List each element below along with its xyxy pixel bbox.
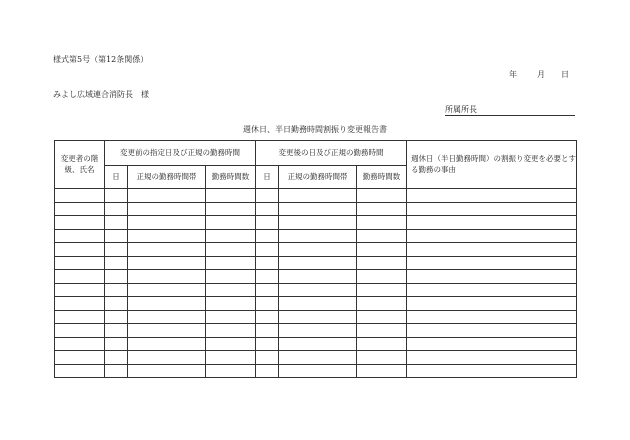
table-cell[interactable] [206, 310, 256, 324]
date-day-label: 日 [561, 70, 569, 79]
table-cell[interactable] [256, 202, 279, 216]
office-chief-label: 所属所長 [445, 105, 477, 114]
table-cell[interactable] [55, 310, 105, 324]
table-cell[interactable] [256, 310, 279, 324]
table-cell[interactable] [128, 310, 206, 324]
table-cell[interactable] [407, 229, 577, 243]
table-cell[interactable] [206, 202, 256, 216]
table-cell[interactable] [357, 364, 407, 378]
table-row [55, 283, 577, 297]
table-cell[interactable] [128, 351, 206, 365]
table-row [55, 337, 577, 351]
table-cell[interactable] [357, 243, 407, 257]
table-row [55, 243, 577, 257]
table-cell[interactable] [279, 270, 357, 284]
table-cell[interactable] [357, 297, 407, 311]
table-cell[interactable] [206, 297, 256, 311]
table-cell[interactable] [357, 337, 407, 351]
table-cell[interactable] [256, 243, 279, 257]
table-cell[interactable] [256, 229, 279, 243]
sub-time-band-before: 正規の勤務時間帯 [128, 166, 206, 189]
table-cell[interactable] [256, 324, 279, 338]
table-cell[interactable] [105, 256, 128, 270]
table-cell[interactable] [206, 229, 256, 243]
date-month-label: 月 [537, 70, 545, 79]
sub-day-after: 日 [256, 166, 279, 189]
table-cell[interactable] [407, 351, 577, 365]
form-number: 様式第5号（第12条関係） [53, 55, 149, 64]
table-cell[interactable] [128, 270, 206, 284]
table-cell[interactable] [407, 216, 577, 230]
table-cell[interactable] [206, 256, 256, 270]
table-cell[interactable] [105, 216, 128, 230]
table-cell[interactable] [357, 256, 407, 270]
table-cell[interactable] [105, 243, 128, 257]
table-cell[interactable] [279, 324, 357, 338]
col-name-header: 変更者の階級、氏名 [55, 141, 105, 189]
header-row-1 [55, 141, 577, 166]
table-cell[interactable] [206, 351, 256, 365]
group-after-header: 変更後の日及び正規の勤務時間 [256, 141, 407, 166]
table-cell[interactable] [105, 189, 128, 203]
table-cell[interactable] [256, 364, 279, 378]
table-cell[interactable] [407, 270, 577, 284]
table-cell[interactable] [407, 189, 577, 203]
table-row [55, 297, 577, 311]
table-cell[interactable] [407, 310, 577, 324]
table-cell[interactable] [105, 297, 128, 311]
table-cell[interactable] [128, 364, 206, 378]
table-cell[interactable] [407, 324, 577, 338]
table-row [55, 310, 577, 324]
table-cell[interactable] [105, 202, 128, 216]
table-cell[interactable] [105, 283, 128, 297]
table-row [55, 202, 577, 216]
table-cell[interactable] [407, 202, 577, 216]
table-cell[interactable] [206, 216, 256, 230]
table-cell[interactable] [279, 229, 357, 243]
table-cell[interactable] [206, 324, 256, 338]
table-cell[interactable] [55, 229, 105, 243]
table-row [55, 270, 577, 284]
table-cell[interactable] [55, 243, 105, 257]
col-reason-header: 週休日（半日勤務時間）の割振り変更を必要とする勤務の事由 [407, 141, 577, 189]
table-cell[interactable] [105, 324, 128, 338]
table-cell[interactable] [357, 324, 407, 338]
table-cell[interactable] [206, 270, 256, 284]
sub-day-before: 日 [105, 166, 128, 189]
table-cell[interactable] [407, 364, 577, 378]
table-cell[interactable] [357, 229, 407, 243]
table-cell[interactable] [279, 243, 357, 257]
table-cell[interactable] [206, 283, 256, 297]
table-cell[interactable] [256, 283, 279, 297]
document-title: 週休日、半日勤務時間割振り変更報告書 [243, 125, 387, 134]
table-cell[interactable] [55, 189, 105, 203]
table-cell[interactable] [128, 297, 206, 311]
table-cell[interactable] [407, 337, 577, 351]
table-cell[interactable] [55, 256, 105, 270]
table-cell[interactable] [357, 270, 407, 284]
table-cell[interactable] [256, 256, 279, 270]
table-cell[interactable] [128, 216, 206, 230]
table-cell[interactable] [256, 216, 279, 230]
sub-hours-after: 勤務時間数 [357, 166, 407, 189]
table-cell[interactable] [55, 351, 105, 365]
table-cell[interactable] [206, 189, 256, 203]
table-cell[interactable] [357, 189, 407, 203]
table-cell[interactable] [357, 283, 407, 297]
table-cell[interactable] [128, 229, 206, 243]
table-row [55, 229, 577, 243]
table-row [55, 351, 577, 365]
report-table [54, 140, 577, 378]
table-cell[interactable] [279, 351, 357, 365]
group-before-header: 変更前の指定日及び正規の勤務時間 [105, 141, 256, 166]
table-cell[interactable] [407, 243, 577, 257]
table-cell[interactable] [105, 351, 128, 365]
table-cell[interactable] [128, 256, 206, 270]
table-cell[interactable] [105, 310, 128, 324]
sub-time-band-after: 正規の勤務時間帯 [279, 166, 357, 189]
table-cell[interactable] [206, 337, 256, 351]
table-cell[interactable] [256, 189, 279, 203]
table-cell[interactable] [279, 189, 357, 203]
table-row [55, 189, 577, 203]
table-cell[interactable] [206, 243, 256, 257]
table-cell[interactable] [279, 337, 357, 351]
table-cell[interactable] [128, 202, 206, 216]
table-cell[interactable] [357, 310, 407, 324]
table-cell[interactable] [279, 364, 357, 378]
table-cell[interactable] [357, 216, 407, 230]
table-cell[interactable] [407, 283, 577, 297]
table-cell[interactable] [55, 270, 105, 284]
table-cell[interactable] [55, 283, 105, 297]
table-cell[interactable] [55, 297, 105, 311]
table-row [55, 256, 577, 270]
sub-hours-before: 勤務時間数 [206, 166, 256, 189]
table-cell[interactable] [279, 310, 357, 324]
table-cell[interactable] [55, 216, 105, 230]
table-row [55, 364, 577, 378]
table-cell[interactable] [55, 364, 105, 378]
table-cell[interactable] [256, 337, 279, 351]
table-cell[interactable] [128, 283, 206, 297]
signature-line [445, 115, 575, 116]
table-row [55, 216, 577, 230]
table-cell[interactable] [279, 256, 357, 270]
table-cell[interactable] [279, 216, 357, 230]
table-cell[interactable] [128, 243, 206, 257]
table-cell[interactable] [105, 229, 128, 243]
table-cell[interactable] [256, 297, 279, 311]
table-cell[interactable] [256, 351, 279, 365]
table-cell[interactable] [206, 364, 256, 378]
table-cell[interactable] [407, 256, 577, 270]
table-cell[interactable] [105, 364, 128, 378]
table-cell[interactable] [279, 283, 357, 297]
addressee: みよし広域連合消防長 様 [53, 90, 149, 99]
date-year-label: 年 [509, 70, 517, 79]
table-cell[interactable] [55, 202, 105, 216]
table-cell[interactable] [357, 202, 407, 216]
table-cell[interactable] [407, 297, 577, 311]
table-cell[interactable] [279, 202, 357, 216]
table-cell[interactable] [128, 189, 206, 203]
table-cell[interactable] [105, 337, 128, 351]
table-cell[interactable] [357, 351, 407, 365]
table-row [55, 324, 577, 338]
table-cell[interactable] [55, 337, 105, 351]
table-cell[interactable] [128, 337, 206, 351]
table-cell[interactable] [128, 324, 206, 338]
table-cell[interactable] [105, 270, 128, 284]
table-cell[interactable] [55, 324, 105, 338]
table-cell[interactable] [279, 297, 357, 311]
table-cell[interactable] [256, 270, 279, 284]
